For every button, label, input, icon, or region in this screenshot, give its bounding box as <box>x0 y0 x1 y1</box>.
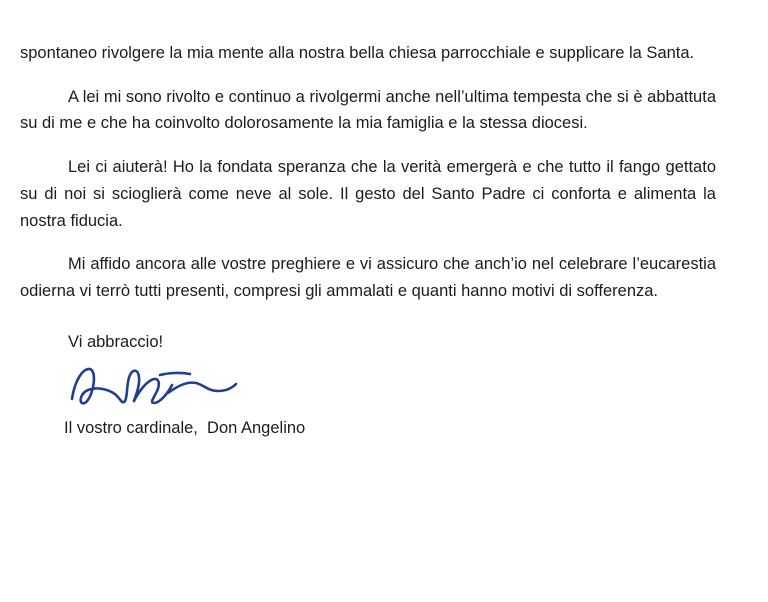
signature-block <box>20 363 716 441</box>
paragraph: spontaneo rivolgere la mia mente alla nostra bella chiesa parrocchiale e supplicare la Santa. <box>20 44 695 62</box>
signature-caption: Il vostro cardinale, Don Angelino <box>64 419 306 438</box>
paragraph: Mi affido ancora alle vostre preghiere e vi assicuro che anch’io nel celebrare l’eucarestia odierna vi terrò tutti presenti, compresi gli ammalati e quanti hanno motivi di sofferenza. <box>20 255 716 301</box>
paragraph: Lei ci aiuterà! Ho la fondata speranza che la verità emergerà e che tutto il fango gettato su di noi si scioglierà come neve al sole. Il gesto del Santo Padre ci conforta e alimenta la nostra fiducia. <box>20 158 716 230</box>
closing-line: Vi abbraccio! <box>68 332 164 351</box>
handwritten-signature-icon <box>68 363 238 409</box>
letter-body <box>20 40 716 441</box>
paragraph: A lei mi sono rivolto e continuo a rivolgermi anche nell’ultima tempesta che si è abbattuta su di me e che ha coinvolto dolorosamente la mia famiglia e la stessa diocesi. <box>20 87 716 133</box>
